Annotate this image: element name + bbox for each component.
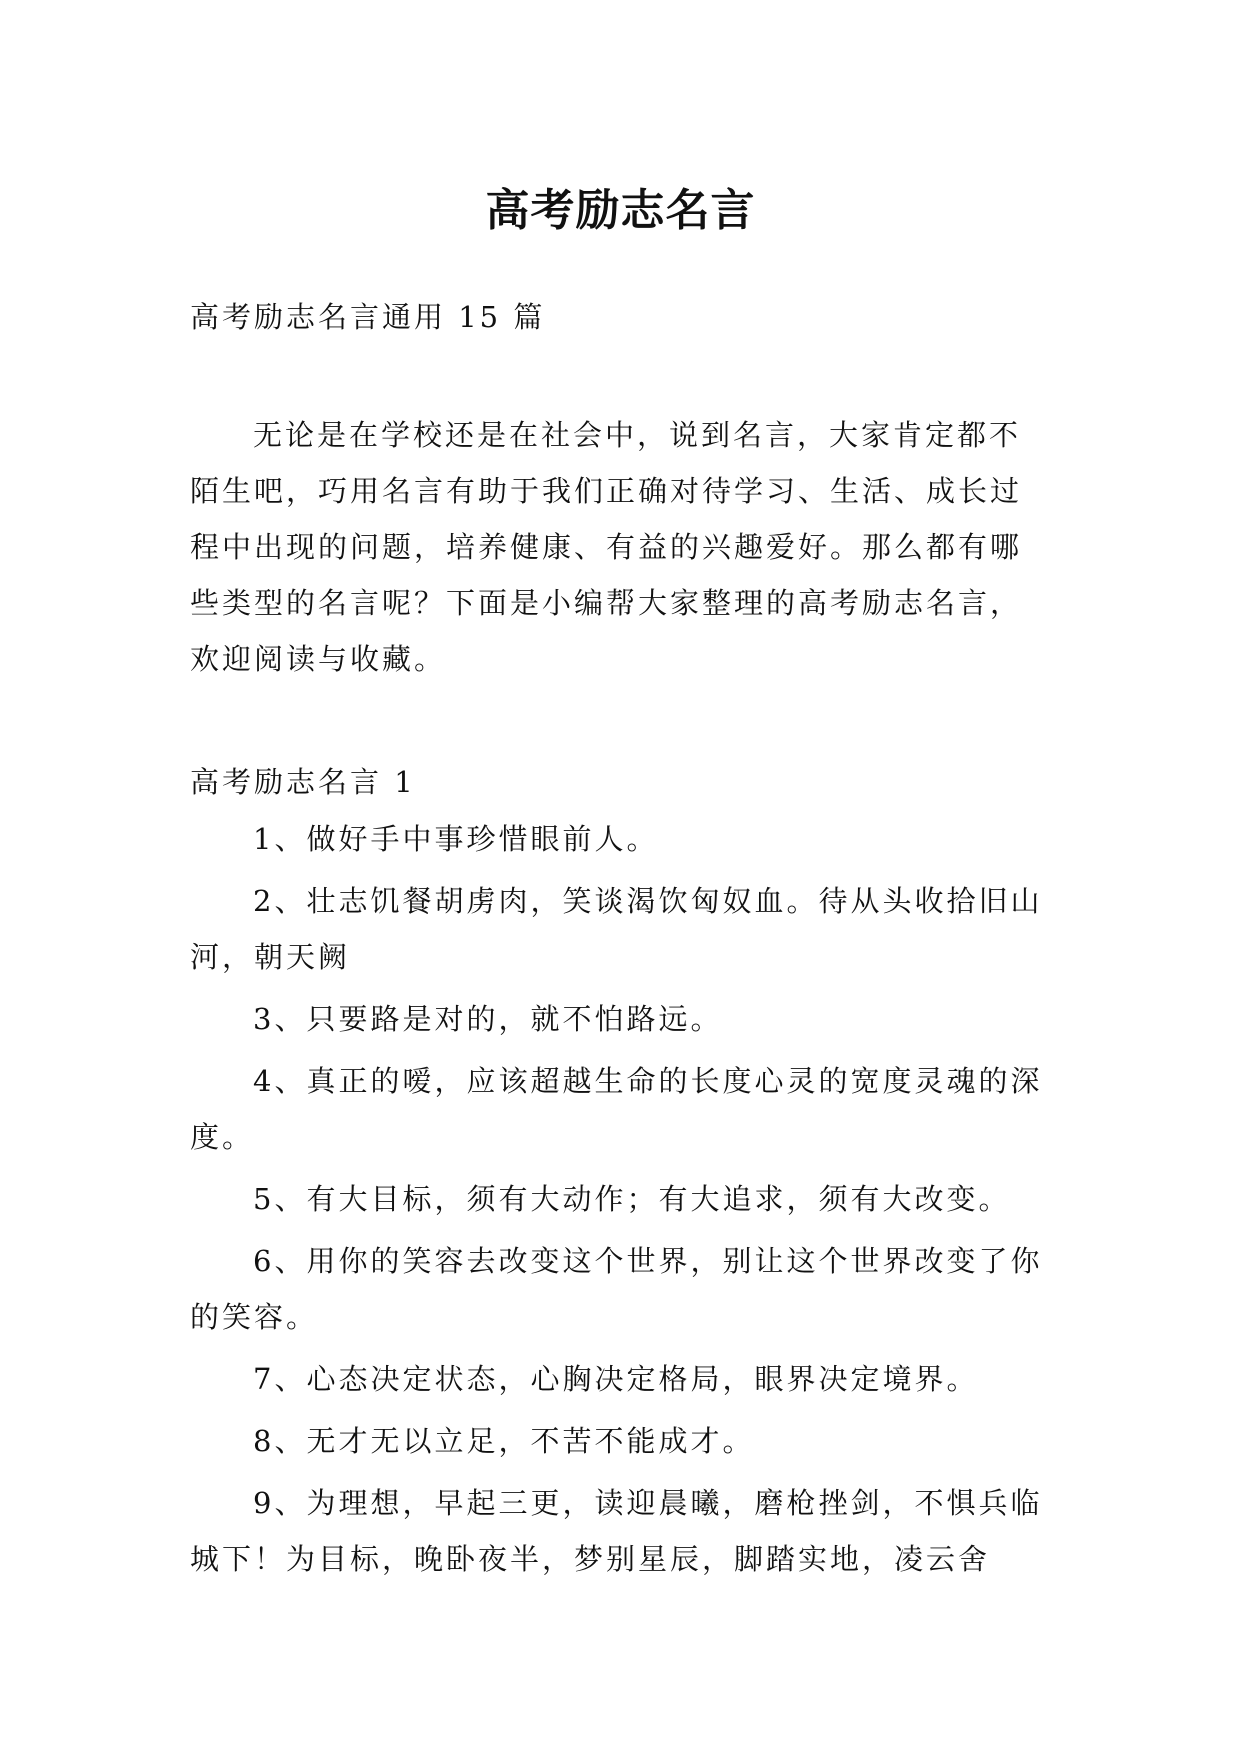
quote-item-2: 2、壮志饥餐胡虏肉，笑谈渴饮匈奴血。待从头收拾旧山河，朝天阙 <box>190 884 1043 974</box>
quote-item-1: 1、做好手中事珍惜眼前人。 <box>253 822 659 856</box>
document-subtitle: 高考励志名言通用 15 篇 <box>190 300 546 334</box>
intro-paragraph: 无论是在学校还是在社会中，说到名言，大家肯定都不陌生吧，巧用名言有助于我们正确对待学习、生活、成长过程中出现的问题，培养健康、有益的兴趣爱好。那么都有哪些类型的名言呢？下面是小编帮大家整理的高考励志名言，欢迎阅读与收藏。 <box>190 418 1023 676</box>
document-title: 高考励志名言 <box>485 185 756 237</box>
quote-list <box>190 811 1050 1593</box>
quote-item-9: 9、为理想，早起三更，读迎晨曦，磨枪挫剑，不惧兵临城下！为目标，晚卧夜半，梦别星辰，脚踏实地，凌云舍 <box>190 1486 1043 1576</box>
quote-item-6: 6、用你的笑容去改变这个世界，别让这个世界改变了你的笑容。 <box>190 1244 1043 1334</box>
quote-item-8: 8、无才无以立足，不苦不能成才。 <box>253 1424 755 1458</box>
quote-item-4: 4、真正的嗳，应该超越生命的长度心灵的宽度灵魂的深度。 <box>190 1064 1043 1154</box>
section-heading: 高考励志名言 1 <box>190 765 416 799</box>
quote-item-3: 3、只要路是对的，就不怕路远。 <box>253 1002 723 1036</box>
quote-item-7: 7、心态决定状态，心胸决定格局，眼界决定境界。 <box>253 1362 979 1396</box>
quote-item-5: 5、有大目标，须有大动作；有大追求，须有大改变。 <box>253 1182 1011 1216</box>
